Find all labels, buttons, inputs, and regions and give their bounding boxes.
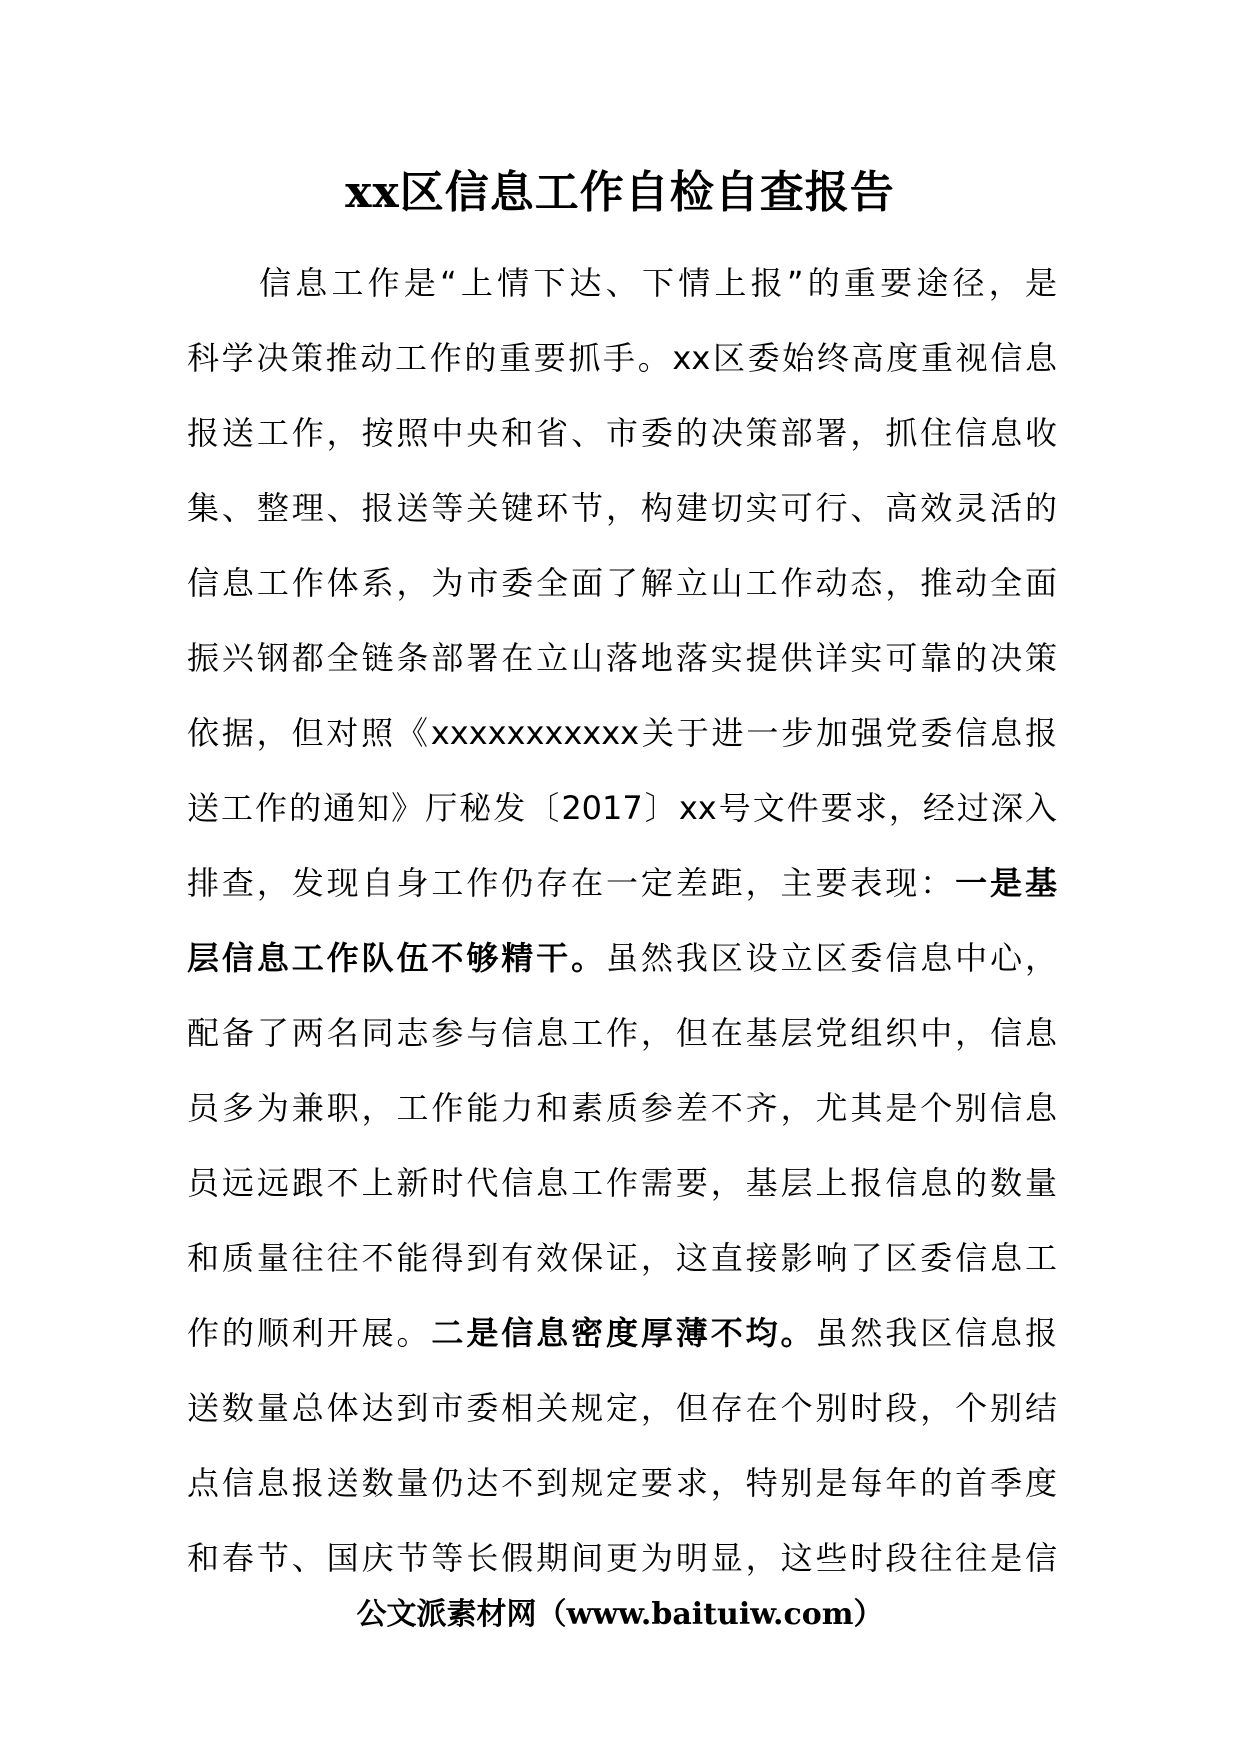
body-line — [187, 246, 1057, 321]
body-line — [187, 1071, 1057, 1146]
line-text: 排查，发现自身工作仍存在一定差距，主要表现： — [187, 864, 956, 902]
bold-heading-text: 二是信息密度厚薄不均。 — [431, 1314, 816, 1352]
body-line — [187, 771, 1057, 846]
line-text: 配备了两名同志参与信息工作，但在基层党组织中，信息 — [187, 1014, 1057, 1052]
body-line — [187, 1146, 1057, 1221]
body-line — [187, 921, 1057, 996]
body-line — [187, 846, 1057, 921]
line-text: 员远远跟不上新时代信息工作需要，基层上报信息的数量 — [187, 1164, 1057, 1202]
body-line — [187, 1221, 1057, 1296]
line-text: 员多为兼职，工作能力和素质参差不齐，尤其是个别信息 — [187, 1089, 1057, 1127]
line-text: 作的顺利开展。 — [187, 1314, 432, 1352]
body-line — [187, 1521, 1057, 1596]
bold-heading-text: 一是基 — [955, 864, 1057, 902]
line-text: 虽然我区信息报 — [815, 1314, 1057, 1352]
document-body — [187, 246, 1057, 1596]
bold-heading-text: 层信息工作队伍不够精干。 — [187, 939, 606, 977]
line-text: 送工作的通知》厅秘发〔2017〕xx号文件要求，经过深入 — [187, 789, 1057, 827]
line-text: 虽然我区设立区委信息中心， — [606, 939, 1057, 977]
body-line — [187, 621, 1057, 696]
document-title: xx区信息工作自检自查报告 — [345, 167, 895, 218]
body-line — [187, 396, 1057, 471]
line-text: 和春节、国庆节等长假期间更为明显，这些时段往往是信 — [187, 1539, 1057, 1577]
body-line — [187, 696, 1057, 771]
line-text: 集、整理、报送等关键环节，构建切实可行、高效灵活的 — [187, 489, 1057, 527]
line-text: 报送工作，按照中央和省、市委的决策部署，抓住信息收 — [187, 414, 1057, 452]
line-text: 点信息报送数量仍达不到规定要求，特别是每年的首季度 — [187, 1464, 1057, 1502]
body-line — [187, 1446, 1057, 1521]
body-line — [187, 321, 1057, 396]
body-line — [187, 471, 1057, 546]
line-text: 依据，但对照《xxxxxxxxxxx关于进一步加强党委信息报 — [187, 714, 1057, 752]
body-line — [187, 1371, 1057, 1446]
line-text: 科学决策推动工作的重要抓手。xx区委始终高度重视信息 — [187, 339, 1057, 377]
body-line — [187, 1296, 1057, 1371]
line-text: 振兴钢都全链条部署在立山落地落实提供详实可靠的决策 — [187, 639, 1057, 677]
line-text: 和质量往往不能得到有效保证，这直接影响了区委信息工 — [187, 1239, 1057, 1277]
footer-watermark: 公文派素材网（www.baituiw.com） — [356, 1597, 884, 1632]
body-line — [187, 546, 1057, 621]
line-text: 信息工作是“上情下达、下情上报”的重要途径，是 — [259, 264, 1057, 302]
line-text: 信息工作体系，为市委全面了解立山工作动态，推动全面 — [187, 564, 1057, 602]
body-line — [187, 996, 1057, 1071]
line-text: 送数量总体达到市委相关规定，但存在个别时段，个别结 — [187, 1389, 1057, 1427]
